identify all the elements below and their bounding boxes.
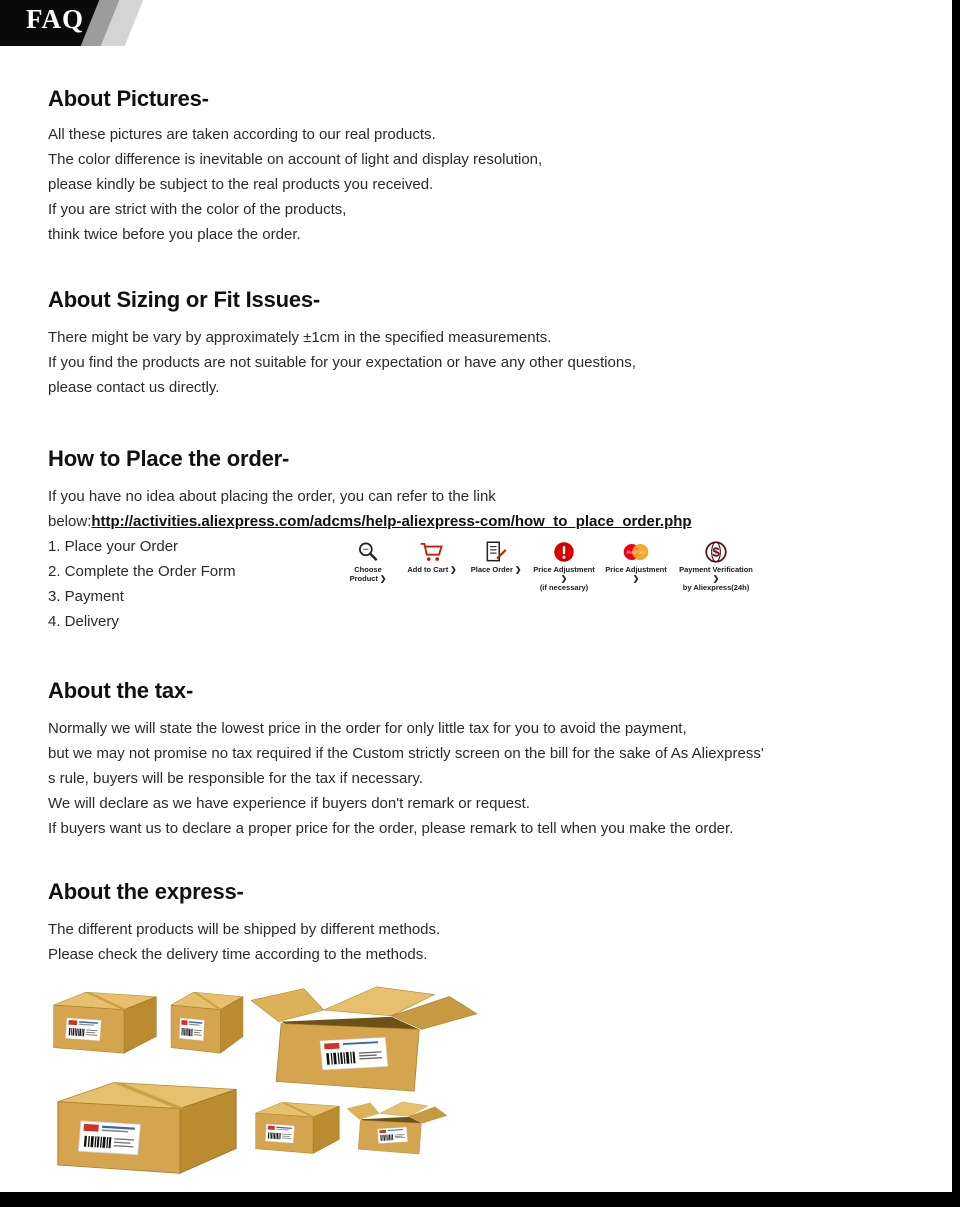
text-line: s rule, buyers will be responsible for the tax if necessary. [48,770,423,787]
price-alert-icon [551,538,577,565]
text-line: If you have no idea about placing the order, you can refer to the link [48,488,496,505]
flow-label: Choose Product ❯ [349,565,387,583]
flow-label: Price Adjustment ❯ [605,565,667,583]
flow-step-place-order [468,538,524,574]
text-line: We will declare as we have experience if buyers don't remark or request. [48,795,530,812]
faq-content [48,46,914,1179]
right-border [952,0,960,1207]
package-photo-1 [48,981,162,1055]
text-line: please kindly be subject to the real products you received. [48,176,434,193]
package-photo-4 [48,1066,246,1176]
package-photo-5 [251,1093,344,1155]
flow-step-payment-verification [676,538,756,592]
flow-sublabel: (if necessary) [539,583,589,592]
cart-icon [419,538,445,565]
order-form-icon [483,538,509,565]
flow-step-choose-product [340,538,396,583]
package-photo-6 [347,1099,447,1157]
text-line: but we may not promise no tax required if the Custom strictly screen on the bill for the sake of As Aliexpress' [48,745,764,762]
text-line: If buyers want us to declare a proper price for the order, please remark to tell when you make the order. [48,820,734,837]
text-line: All these pictures are taken according to our real products. [48,126,436,143]
magnifier-icon [355,538,381,565]
order-step: 3. Payment [48,588,124,605]
flow-label: Place Order ❯ [470,565,522,574]
link-prefix: below: [48,513,92,530]
flow-sublabel: by Aliexpress(24h) [682,583,750,592]
order-step: 1. Place your Order [48,538,179,555]
svg-text:MasterCard: MasterCard [626,549,646,555]
text-line: Normally we will state the lowest price in the order for only little tax for you to avoid the payment, [48,720,687,737]
order-flow [340,538,756,592]
package-photo-2 [167,981,247,1055]
text-line: Please check the delivery time according to the methods. [48,946,428,963]
flow-label: Payment Verification ❯ [679,565,753,583]
package-photo-3 [251,981,477,1097]
faq-title: FAQ [26,4,84,34]
text-line: There might be vary by approximately ±1cm in the specified measurements. [48,329,552,346]
section-express [48,879,914,1179]
text-line: please contact us directly. [48,379,220,396]
order-help-link[interactable]: http://activities.aliexpress.com/adcms/help-aliexpress-com/how_to_place_order.php [91,513,692,530]
text-line: The color difference is inevitable on account of light and display resolution, [48,151,543,168]
bottom-border [0,1192,960,1207]
flow-label: Add to Cart ❯ [407,565,457,574]
mastercard-icon [619,538,653,565]
flow-step-price-adjustment-1 [532,538,596,592]
svg-text:$: $ [712,544,720,560]
package-photos [48,981,488,1179]
order-step: 4. Delivery [48,613,119,630]
section-sizing [48,287,914,400]
section-tax [48,678,914,841]
section-pictures [48,86,914,247]
section-heading-order: How to Place the order- [48,446,290,471]
order-link-line [48,509,914,534]
faq-header [0,0,960,46]
text-line: The different products will be shipped by different methods. [48,921,441,938]
section-heading-sizing: About Sizing or Fit Issues- [48,287,321,312]
section-order [48,446,914,634]
flow-label: Price Adjustment ❯ [533,565,595,583]
order-steps-row [48,534,914,634]
section-heading-tax: About the tax- [48,678,194,703]
section-heading-express: About the express- [48,879,244,904]
section-heading-pictures: About Pictures- [48,86,209,111]
payment-verification-icon [703,538,729,565]
flow-step-add-to-cart [404,538,460,574]
text-line: If you find the products are not suitable for your expectation or have any other questions, [48,354,636,371]
text-line: think twice before you place the order. [48,226,301,243]
flow-step-price-adjustment-2 [604,538,668,583]
order-steps-list [48,534,340,634]
text-line: If you are strict with the color of the products, [48,201,347,218]
order-step: 2. Complete the Order Form [48,563,236,580]
